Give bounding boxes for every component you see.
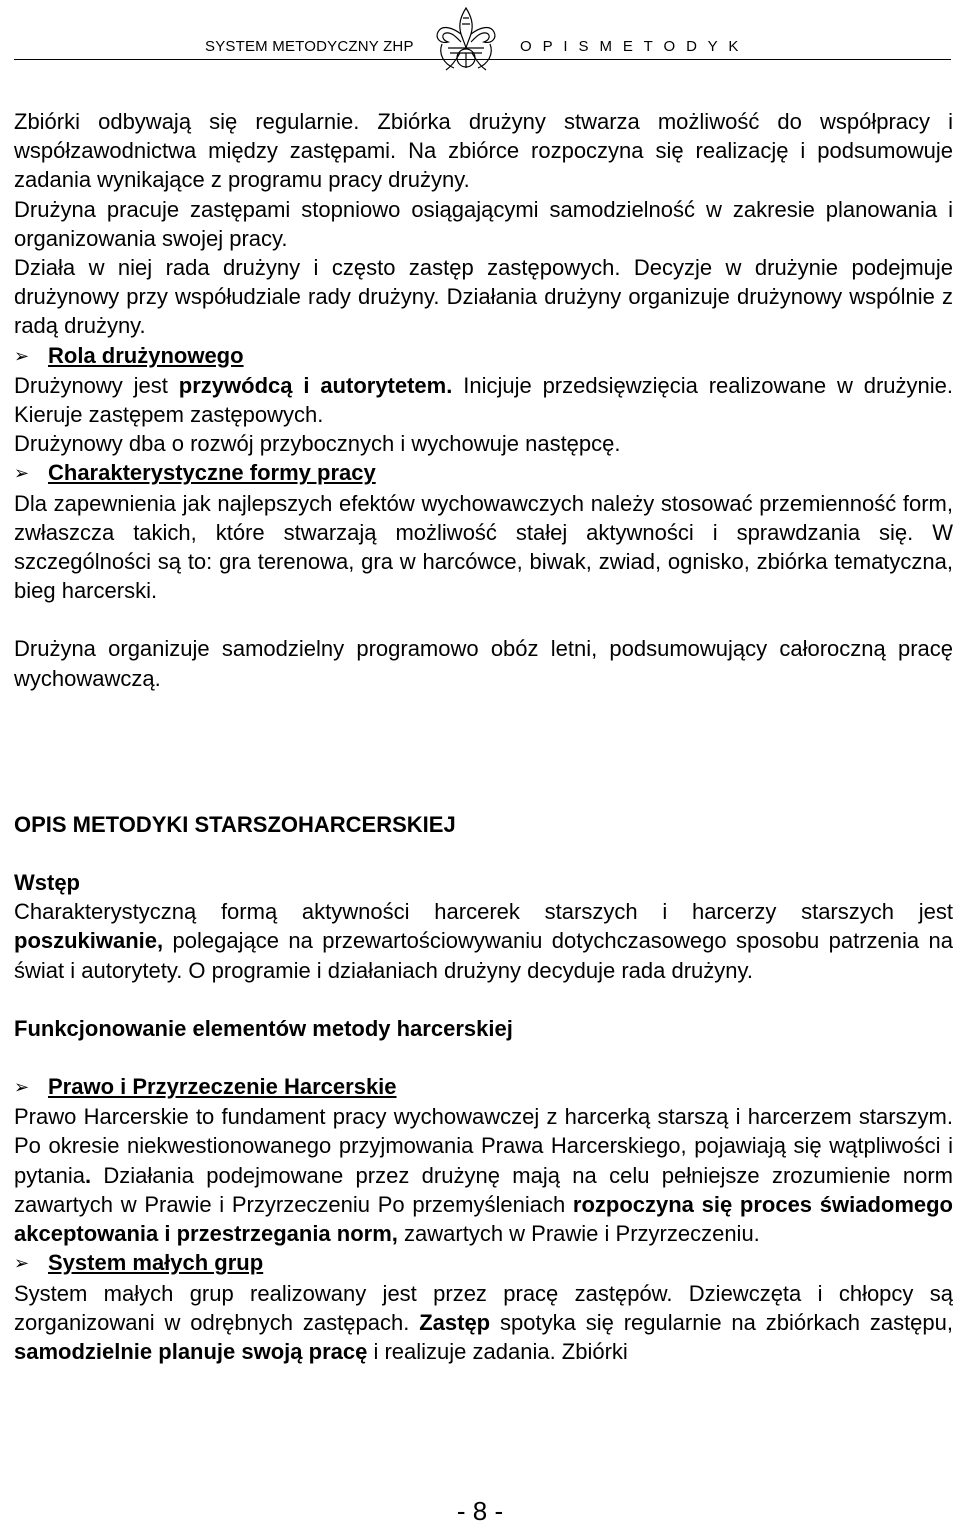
- subsection-title: Funkcjonowanie elementów metody harcerskiej: [14, 1015, 513, 1041]
- paragraph: Drużyna pracuje zastępami stopniowo osiągającymi samodzielność w zakresie planowania i organizowania swojej pracy.: [14, 196, 953, 251]
- section-title: OPIS METODYKI STARSZOHARCERSKIEJ: [14, 811, 456, 837]
- arrow-bullet-icon: ➢: [14, 1077, 30, 1098]
- arrow-bullet-icon: ➢: [14, 463, 30, 484]
- bullet-heading: ➢ Charakterystyczne formy pracy: [14, 458, 953, 488]
- paragraph: Działa w niej rada drużyny i często zastęp zastępowych. Decyzje w drużynie podejmuje drużynowy przy współudziale rady drużyny. Działania drużyny organizuje drużynowy wspólnie z radą drużyny.: [14, 255, 953, 339]
- page-header: [0, 0, 960, 80]
- paragraph: Drużynowy jest przywódcą i autorytetem. Inicjuje przedsięwzięcia realizowane w drużynie. Kieruje zastępem zastępowych.: [14, 372, 953, 428]
- header-rule: [14, 59, 951, 60]
- paragraph: Dla zapewnienia jak najlepszych efektów wychowawczych należy stosować przemienność form, zwłaszcza takich, które stwarzają możliwość stałej aktywności i sprawdzania się. W szczególności są to: gra terenowa, gra w harcówce, biwak, zwiad, ognisko, zbiórka tematyczna, bieg harcerski.: [14, 490, 953, 604]
- paragraph: Drużyna organizuje samodzielny programowo obóz letni, podsumowujący całoroczną pracę wychowawczą.: [14, 636, 953, 691]
- arrow-bullet-icon: ➢: [14, 1253, 30, 1274]
- arrow-bullet-icon: ➢: [14, 345, 30, 366]
- subsection-title: Wstęp: [14, 870, 80, 896]
- paragraph: Zbiórki odbywają się regularnie. Zbiórka drużyny stwarza możliwość do współpracy i współzawodnictwa między zastępami. Na zbiórce rozpoczyna się realizację i podsumowuje zadania wynikające z programu pracy drużyny.: [14, 109, 953, 193]
- zhp-lily-logo-icon: [428, 4, 504, 76]
- header-left-text: SYSTEM METODYCZNY ZHP: [205, 38, 414, 55]
- bullet-heading: ➢ Rola drużynowego: [14, 341, 953, 371]
- paragraph: System małych grup realizowany jest przez pracę zastępów. Dziewczęta i chłopcy są zorganizowani w odrębnych zastępach. Zastęp spotyka się regularnie na zbiórkach zastępu, samodzielnie planuje swoją pracę i realizuje zadania. Zbiórki: [14, 1280, 953, 1364]
- page-number: - 8 -: [456, 1496, 504, 1526]
- bullet-heading: ➢ System małych grup: [14, 1248, 953, 1278]
- paragraph: Drużynowy dba o rozwój przybocznych i wychowuje następcę.: [14, 431, 621, 457]
- document-body: [14, 107, 953, 1366]
- header-right-text: O P I S M E T O D Y K: [520, 38, 742, 55]
- paragraph: Prawo Harcerskie to fundament pracy wychowawczej z harcerką starszą i harcerzem starszym. Po okresie niekwestionowanego przyjmowania Prawa Harcerskiego, pojawiają się wątpliwości i pytania. Działania podejmowane przez drużynę mają na celu pełniejsze zrozumienie norm zawartych w Prawie i Przyrzeczeniu Po przemyśleniach rozpoczyna się proces świadomego akceptowania i przestrzegania norm, zawartych w Prawie i Przyrzeczeniu.: [14, 1104, 953, 1247]
- bullet-heading: ➢ Prawo i Przyrzeczenie Harcerskie: [14, 1072, 953, 1102]
- paragraph: Charakterystyczną formą aktywności harcerek starszych i harcerzy starszych jest poszukiwanie, polegające na przewartościowywaniu dotychczasowego sposobu patrzenia na świat i autorytety. O programie i działaniach drużyny decyduje rada drużyny.: [14, 899, 953, 983]
